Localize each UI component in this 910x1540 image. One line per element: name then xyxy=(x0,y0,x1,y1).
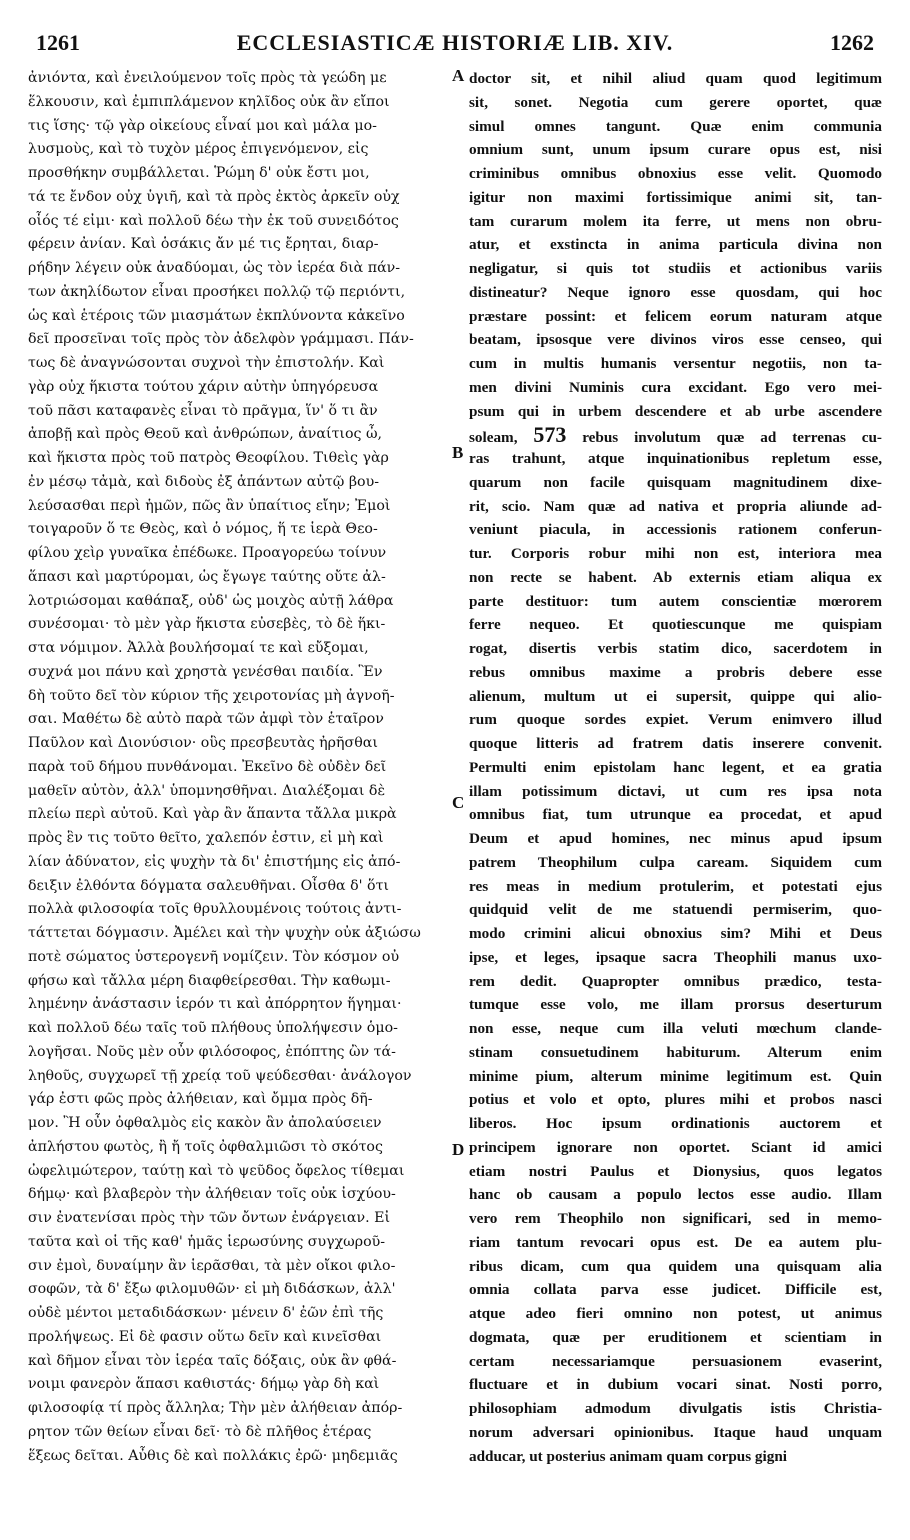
latin-line: tumque esse volo, me illam prorsus deserturum xyxy=(469,996,882,1014)
latin-line: negligatur, si quis tot studiis et actionibus variis xyxy=(469,260,882,277)
page-number-right: 1262 xyxy=(830,30,874,55)
greek-line: μαθεῖν αὐτὸν, ἀλλ' ὑπομνησθῆναι. Διαλέξομαι δὲ xyxy=(28,782,386,799)
greek-line: λημένην ἀνάστασιν ἱερόν τι καὶ ἀπόρρητον ἥγημαι· xyxy=(28,996,402,1013)
greek-line: σαι. Μαθέτω δὲ αὐτὸ παρὰ τῶν ἀμφὶ τὸν ἑταῖρον xyxy=(28,711,384,728)
running-header xyxy=(30,30,880,64)
greek-line: γάρ ἐστι φῶς πρὸς ἀλήθειαν, καὶ ὄμμα πρὸς δῆ- xyxy=(28,1091,373,1108)
latin-line: atur, et exstincta in anima particula divina non xyxy=(469,236,882,254)
latin-line: alienum, multum ut ei supersit, quippe qui alio- xyxy=(469,687,882,705)
latin-line: criminibus omnibus obnoxius esse velit. Quomodo xyxy=(469,165,882,182)
greek-line: λογῆσαι. Νοῦς μὲν οὖν φιλόσοφος, ἐπόπτης ὢν τά- xyxy=(28,1043,396,1060)
margin-letter-c: C xyxy=(452,793,465,812)
latin-line: potius et volo et opto, plures mihi et probos nasci xyxy=(469,1091,882,1109)
latin-line: omnium sunt, unum ipsum curare opus est, nisi xyxy=(469,141,882,159)
greek-line: σιν ἐνατενίσαι πρὸς τὴν τῶν ὄντων ἐνάργειαν. Εἰ xyxy=(28,1210,391,1226)
greek-line: μον. Ἢ οὖν ὀφθαλμὸς εἰς κακὸν ἂν ἀπολαύσειεν xyxy=(28,1115,382,1131)
latin-line: rum quoque sordes expiet. Verum enimvero illud xyxy=(469,711,882,729)
latin-line: veniunt piacula, in accessionis rationem conferun- xyxy=(469,521,882,539)
greek-line: πρὸς ἓν τις τοῦτο θεῖτο, χαλεπόν ἐστιν, εἰ μὴ καὶ xyxy=(28,830,384,846)
greek-line: ἐν μέσῳ τἀμὰ, καὶ διδοὺς ἐξ ἁπάντων αὐτῷ βου- xyxy=(28,473,380,490)
running-title: ECCLESIASTICÆ HISTORIÆ LIB. XIV. xyxy=(236,30,674,55)
greek-line: τοῦ πᾶσι καταφανὲς εἶναι τὸ πρᾶγμα, ἵν' ὅ τι ἂν xyxy=(28,402,378,419)
greek-line: οἷός τέ εἰμι· καὶ πολλοῦ δέω τὴν ἐκ τοῦ συνειδότος xyxy=(28,212,399,229)
greek-line: συνέσομαι· τὸ μὲν γὰρ ἥκιστα εὐσεβὲς, τὸ δὲ ἥκι- xyxy=(28,616,386,633)
latin-line: rit, scio. Nam quæ ad nativa et propria aliunde ad- xyxy=(469,497,882,515)
greek-line: προσθήκην συμβάλλεται. Ῥώμη δ' οὐκ ἔστι μοι, xyxy=(28,165,370,181)
greek-line: φίλου χεὶρ γυναῖκα ἐπέδωκε. Προαγορεύω τοίνυν xyxy=(28,545,387,561)
greek-line: ἀπλήστου φωτὸς, ἢ ἤ τοῖς ὀφθαλμιῶσι τὸ σκότος xyxy=(28,1138,383,1155)
latin-line: dogmata, quæ per eruditionem et scientiam in xyxy=(469,1328,882,1346)
latin-line: præstare possint: et felicem eorum naturam atque xyxy=(469,307,882,325)
latin-line: parte destituor: tum autem conscientiæ mœrorem xyxy=(469,592,882,610)
greek-line: ὡς καὶ ἑτέροις τῶν μιασμάτων ἐκπλύνοντα κἀκεῖνο xyxy=(28,307,405,324)
greek-line: ὠφελιμώτερον, ταύτῃ καὶ τὸ ψεῦδος ὄφελος τίθεμαι xyxy=(28,1162,405,1179)
greek-line: στα νόμιμον. Ἀλλὰ βουλήσομαί τε καὶ εὔξομαι, xyxy=(28,640,369,656)
latin-line: principem ignorare non oportet. Sciant id amici xyxy=(469,1138,882,1156)
greek-line: φιλοσοφίᾳ τί πρὸς ἄλληλα; Τὴν μὲν ἀλήθειαν ἀπόρ- xyxy=(28,1400,403,1416)
greek-line: δειξιν ἐλθόντα δόγματα σαλευθῆναι. Οἶσθα δ' ὅτι xyxy=(28,877,389,894)
greek-line: ταῦτα καὶ οἱ τῆς καθ' ἡμᾶς ἱερωσύνης συγχωροῦ- xyxy=(28,1233,386,1250)
greek-line: καὶ ἥκιστα πρὸς τοῦ πατρὸς Θεοφίλου. Τιθεὶς γὰρ xyxy=(28,450,389,466)
greek-line: παρὰ τοῦ δήμου πυνθάνομαι. Ἐκεῖνο δὲ οὐδὲν δεῖ xyxy=(28,758,387,775)
latin-line: atque adeo fieri omnino non potest, ut animus xyxy=(469,1305,882,1322)
latin-line: distineatur? Neque ignoro esse quosdam, qui hoc xyxy=(469,283,882,301)
greek-line: τά τε ἔνδον οὐχ ὑγιῆ, καὶ τὰ πρὸς ἐκτὸς ἀρκεῖν οὐχ xyxy=(28,188,400,205)
greek-line: ἀνιόντα, καὶ ἐνειλούμενον τοῖς πρὸς τὰ γεώδη με xyxy=(28,70,387,86)
latin-line: patrem Theophilum culpa caream. Siquidem cum xyxy=(469,853,882,871)
latin-line: igitur non maximi fortissimique animi sit, tan- xyxy=(469,188,882,206)
latin-line: rogat, disertis verbis statim dico, sacerdotem in xyxy=(469,640,882,657)
greek-line: καὶ δῆμον εἶναι τὸν ἱερέα ταῖς δόξαις, οὐκ ἂν φθά- xyxy=(28,1352,397,1369)
latin-line: non esse, neque cum illa veluti mœchum clande- xyxy=(469,1020,882,1037)
latin-line: tur. Corporis robur mihi non est, interiora mea xyxy=(469,545,882,562)
greek-line: λοτριώσομαι καθάπαξ, οὐδ' ὡς μοιχὸς αὐτῇ λάθρα xyxy=(28,592,394,609)
latin-line: quidquid velit de me statuendi permiserim, quo- xyxy=(469,901,882,919)
greek-line: καὶ πολλοῦ δέω ταῖς τοῦ πλήθους ὑπολήψεσιν ὁμο- xyxy=(28,1020,398,1036)
latin-line: omnibus fiat, tum utrunque ea procedat, et apud xyxy=(469,806,882,824)
latin-line: Deum et apud homines, nec minus apud ipsum xyxy=(469,830,882,847)
latin-line: minime pium, alterum minime legitimum est. Quin xyxy=(469,1067,882,1085)
latin-line: philosophiam admodum divulgatis istis Christia- xyxy=(469,1400,882,1417)
latin-line: non recte se habent. Ab externis etiam aliqua ex xyxy=(469,568,882,586)
greek-line: ρήδην λέγειν οὐκ ἀναδύομαι, ὡς τὸν ἱερέα διὰ πάν- xyxy=(28,260,401,276)
greek-line: δεῖ προσεῖναι τοῖς πρὸς τὸν ἀδελφὸν γράμμασι. Πάν- xyxy=(28,331,414,348)
latin-line: stinam consuetudinem habiturum. Alterum enim xyxy=(469,1043,882,1061)
latin-line: norum adversari opinionibus. Itaque haud unquam xyxy=(469,1423,882,1441)
greek-line: τοιγαροῦν ὅ τε Θεὸς, καὶ ὁ νόμος, ἥ τε ἱερὰ Θεο- xyxy=(28,521,378,538)
latin-line: adducar, ut posterius animam quam corpus gigni xyxy=(469,1447,788,1465)
latin-line: certam necessariamque persuasionem evaserint, xyxy=(469,1352,882,1370)
latin-line: res meas in medium protulerim, et potestati ejus xyxy=(469,877,882,895)
latin-line: simul omnes tangunt. Quæ enim communia xyxy=(469,117,882,135)
greek-line: ἕλκουσιν, καὶ ἐμπιπλάμενον κηλῖδος οὐκ ἂν εἴποι xyxy=(28,93,390,110)
greek-line: φέρειν ἀνίαν. Καὶ ὁσάκις ἄν μέ τις ἔρηται, διαρ- xyxy=(28,236,379,253)
latin-line: riam tantum revocari opus est. De ea autem plu- xyxy=(469,1233,882,1251)
greek-line: λεύσασθαι περὶ ἡμῶν, πῶς ἂν ὑπαίτιος εἴην; Ἐμοὶ xyxy=(28,497,391,514)
greek-line: συχνά μοι πάνυ καὶ χρηστὰ γενέσθαι παιδία. Ἓν xyxy=(28,663,383,680)
latin-line: tam curarum molem ita ferre, ut mens non obru- xyxy=(469,212,882,230)
greek-line: ληθοῦς, συγχωρεῖ τῇ χρείᾳ τοῦ ψεύδεσθαι· ἀνάλογον xyxy=(28,1067,412,1084)
greek-line: προλήψεως. Εἰ δὲ φασιν οὕτω δεῖν καὶ κινεῖσθαι xyxy=(28,1328,382,1345)
greek-line: ἕξεως δεῖται. Αὖθις δὲ καὶ πολλάκις ἐρῶ· μηδεμιᾶς xyxy=(28,1447,398,1464)
latin-line: men divini Numinis cura excidant. Ego vero mei- xyxy=(469,378,882,396)
greek-text-column xyxy=(28,67,456,1468)
latin-line: sit, sonet. Negotia cum gerere oportet, quæ xyxy=(469,93,882,111)
latin-line: rem dedit. Quapropter omnibus prædico, testa- xyxy=(469,972,882,990)
greek-line: δήμῳ· καὶ βλαβερὸν τὴν ἀλήθειαν τοῖς οὐκ ἰσχύου- xyxy=(28,1186,396,1203)
page-number-left: 1261 xyxy=(36,30,80,55)
greek-line: φήσω καὶ τἄλλα μέρη διαφθείρεσθαι. Τὴν καθωμι- xyxy=(28,972,391,989)
greek-line: ἀποβῇ καὶ πρὸς Θεοῦ καὶ ἀνθρώπων, ἀναίτιος ὦ, xyxy=(28,426,383,443)
greek-line: Παῦλον καὶ Διονύσιον· οὓς πρεσβευτὰς ἠρῆσθαι xyxy=(28,735,378,751)
latin-line: beatam, ipsosque vere divinos viros esse censeo, qui xyxy=(469,331,882,349)
greek-line: γὰρ οὐχ ἥκιστα τούτου χάριν αὐτὴν ὑπηγόρευσα xyxy=(28,378,379,395)
latin-line: hanc ob causam a populo lectos esse audio. Illam xyxy=(469,1186,882,1204)
margin-letter-a: A xyxy=(452,66,465,85)
latin-line: etiam nostri Paulus et Dionysius, quos legatos xyxy=(469,1162,882,1180)
latin-line: omnia collata parva esse judicet. Difficile est, xyxy=(469,1281,882,1299)
greek-line: τως δὲ ἀναγνώσονται συχνοὶ τὴν ἐπιστολήν. Καὶ xyxy=(28,355,385,371)
latin-line: quarum non facile quisquam magnitudinem dixe- xyxy=(469,473,882,491)
greek-line: ἅπασι καὶ μαρτύρομαι, ὡς ἔγωγε ταύτης οὔτε ἀλ- xyxy=(28,568,386,585)
margin-letter-d: D xyxy=(452,1140,465,1159)
latin-line: illam potissimum dictavi, ut cum res ipsa nota xyxy=(469,782,882,800)
greek-line: οὐδὲ μέντοι μεταδιδάσκων· μένειν δ' ἐῶν ἐπὶ τῆς xyxy=(28,1305,384,1321)
latin-line: soleam, 573 rebus involutum quæ ad terrenas cu- xyxy=(469,423,882,447)
latin-line: liberos. Hoc ipsum ordinationis auctorem et xyxy=(469,1115,882,1132)
latin-line: ras trahunt, atque inquinationibus repletum esse, xyxy=(469,450,882,467)
inline-page-number: 573 xyxy=(533,423,567,447)
greek-line: τις ἵσης· τῷ γὰρ οἰκείους εἶναί μοι καὶ μάλα μο- xyxy=(28,117,377,134)
greek-line: τάττεται δόγμασιν. Ἀμέλει καὶ τὴν ψυχὴν οὐκ ἀξιώσω xyxy=(28,925,421,941)
greek-line: σοφῶν, τὰ δ' ἔξω φιλομυθῶν· εἰ μὴ διδάσκων, ἀλλ' xyxy=(28,1281,396,1298)
latin-line: ribus dicam, cum qua quidem una quisquam alia xyxy=(469,1257,882,1275)
latin-line: quoque litteris ad fratrem datis inserere convenit. xyxy=(469,735,882,752)
latin-line: fluctuare et in dubium vocari sinat. Nosti porro, xyxy=(469,1376,882,1394)
greek-line: πολλὰ φιλοσοφία τοῖς θρυλλουμένοις τούτοις ἀντι- xyxy=(28,901,402,918)
greek-line: δὴ τοῦτο δεῖ τὸν κύριον τῆς χειροτονίας μὴ ἀγνοῆ- xyxy=(28,687,395,704)
greek-line: σιν ἐμοὶ, δυναίμην ἂν ἱερᾶσθαι, τὰ μὲν οἴκοι φιλο- xyxy=(28,1257,396,1274)
greek-line: λίαν ἀδύνατον, εἰς ψυχὴν τὰ δι' ἐπιστήμης εἰς ἀπό- xyxy=(28,853,401,870)
margin-letter-b: B xyxy=(452,443,464,462)
latin-line: doctor sit, et nihil aliud quam quod legitimum xyxy=(469,70,882,87)
greek-line: νοιμι φανερὸν ἅπασι καθιστάς· δήμῳ γὰρ δὴ καὶ xyxy=(28,1376,380,1393)
latin-line: psum qui in urbem descendere et ab urbe ascendere xyxy=(469,402,882,420)
greek-line: ποτὲ σώματος ὑστερογενῆ νομίζειν. Τὸν κόσμον οὐ xyxy=(28,948,400,965)
greek-line: πλείω περὶ αὐτοῦ. Καὶ γὰρ ἂν ἅπαντα τἄλλα μικρὰ xyxy=(28,806,397,823)
latin-line: ipse, et leges, ipsaque sacra Theophili manus uxo- xyxy=(469,948,882,966)
greek-line: ρητον τῶν θείων εἶναι δεῖ· τὸ δὲ πλῆθος ἑτέρας xyxy=(28,1423,372,1440)
greek-line: λυσμοὺς, καὶ τὸ τυχὸν μέρος ἐπιγενόμενον, εἰς xyxy=(28,141,369,158)
latin-line: modo crimini alicui obnoxius sim? Mihi et Deus xyxy=(469,925,882,942)
latin-line: Permulti enim epistolam hanc legent, et ea gratia xyxy=(469,758,882,776)
latin-line: ferre nequeo. Et quotiescunque me quispiam xyxy=(469,616,882,634)
latin-line: cum in multis humanis versentur negotiis, non ta- xyxy=(469,355,882,372)
latin-text-column xyxy=(469,67,882,1468)
latin-line: rebus omnibus maxime a probris debere esse xyxy=(469,663,882,681)
latin-line: vero rem Theophilo non significari, sed in memo- xyxy=(469,1210,882,1227)
greek-line: των ἀκηλίδωτον εἶναι προσήκει πολλῷ τῷ περιόντι, xyxy=(28,283,406,300)
